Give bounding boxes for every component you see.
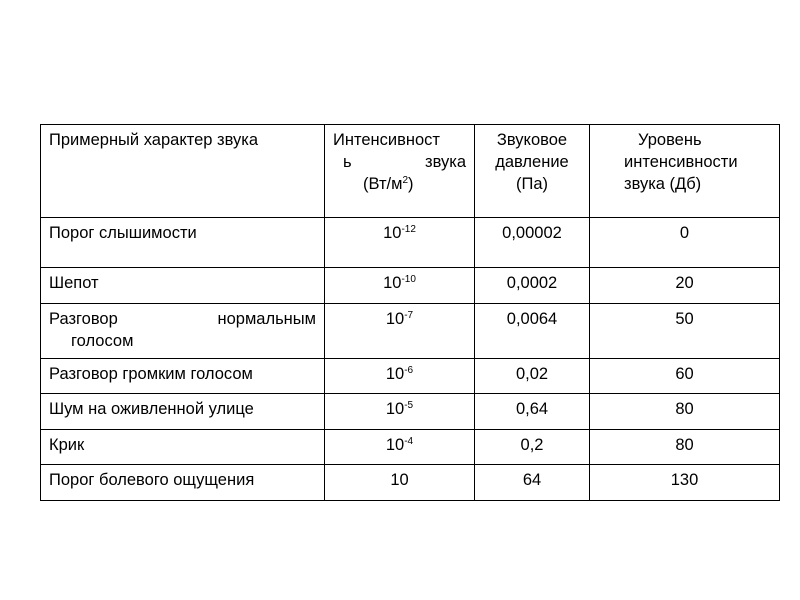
intensity-base: 10 [385, 310, 405, 328]
unit-superscript: 2 [402, 175, 408, 186]
sound-characteristics-table [40, 124, 780, 501]
cell-level: 20 [590, 268, 780, 304]
cell-intensity [325, 394, 475, 430]
header-level-line2: интенсивности [624, 153, 738, 171]
header-level [590, 125, 780, 218]
intensity-exponent: -4 [404, 436, 414, 447]
intensity-exponent: -12 [401, 224, 416, 235]
cell-intensity [325, 430, 475, 465]
header-level-line3: звука (Дб) [624, 175, 702, 193]
cell-sound-type: Шум на оживленной улице [41, 394, 325, 430]
cell-sound-type-line2: голосом [71, 332, 134, 350]
header-intensity-line2b: звука [425, 153, 466, 171]
cell-pressure: 0,64 [475, 394, 590, 430]
cell-sound-type [41, 304, 325, 359]
cell-intensity [325, 268, 475, 304]
unit-close: ) [408, 175, 414, 193]
cell-pressure: 0,00002 [475, 218, 590, 268]
header-intensity [325, 125, 475, 218]
unit-text: (Вт/м [363, 175, 403, 193]
header-intensity-line2 [333, 151, 466, 173]
cell-level: 80 [590, 394, 780, 430]
intensity-exponent: -5 [404, 400, 414, 411]
cell-level: 0 [590, 218, 780, 268]
header-pressure [475, 125, 590, 218]
table-row [41, 359, 780, 394]
cell-level: 80 [590, 430, 780, 465]
cell-intensity [325, 359, 475, 394]
intensity-base: 10 [385, 400, 405, 418]
header-intensity-line2a: ь [343, 153, 352, 171]
table-row [41, 394, 780, 430]
header-intensity-line1: Интенсивност [333, 131, 440, 149]
intensity-exponent: -7 [404, 310, 414, 321]
cell-pressure: 0,02 [475, 359, 590, 394]
cell-level: 60 [590, 359, 780, 394]
cell-sound-type: Порог болевого ощущения [41, 465, 325, 501]
header-pressure-line3: (Па) [515, 175, 549, 193]
header-intensity-unit [333, 173, 466, 195]
cell-intensity [325, 304, 475, 359]
cell-intensity [325, 465, 475, 501]
header-sound-type-label: Примерный характер звука [49, 131, 259, 149]
table-row [41, 465, 780, 501]
table-header-row [41, 125, 780, 218]
cell-pressure: 0,0064 [475, 304, 590, 359]
cell-sound-type-line1: Разговор нормальным [49, 310, 316, 328]
cell-level: 50 [590, 304, 780, 359]
table-row [41, 304, 780, 359]
intensity-base: 10 [385, 436, 405, 454]
cell-sound-type: Разговор громким голосом [41, 359, 325, 394]
cell-pressure: 0,0002 [475, 268, 590, 304]
cell-sound-type: Шепот [41, 268, 325, 304]
header-level-line1: Уровень [638, 131, 702, 149]
cell-pressure: 64 [475, 465, 590, 501]
cell-level: 130 [590, 465, 780, 501]
intensity-exponent: -6 [404, 365, 414, 376]
intensity-base: 10 [390, 471, 409, 489]
table-row [41, 430, 780, 465]
cell-sound-type: Порог слышимости [41, 218, 325, 268]
cell-intensity [325, 218, 475, 268]
header-sound-type [41, 125, 325, 218]
intensity-base: 10 [385, 365, 405, 383]
table-row [41, 218, 780, 268]
cell-sound-type: Крик [41, 430, 325, 465]
intensity-base: 10 [383, 274, 402, 292]
header-pressure-line1: Звуковое [496, 131, 568, 149]
table-row [41, 268, 780, 304]
cell-pressure: 0,2 [475, 430, 590, 465]
intensity-exponent: -10 [401, 274, 416, 285]
header-pressure-line2: давление [495, 153, 569, 171]
intensity-base: 10 [383, 224, 402, 242]
